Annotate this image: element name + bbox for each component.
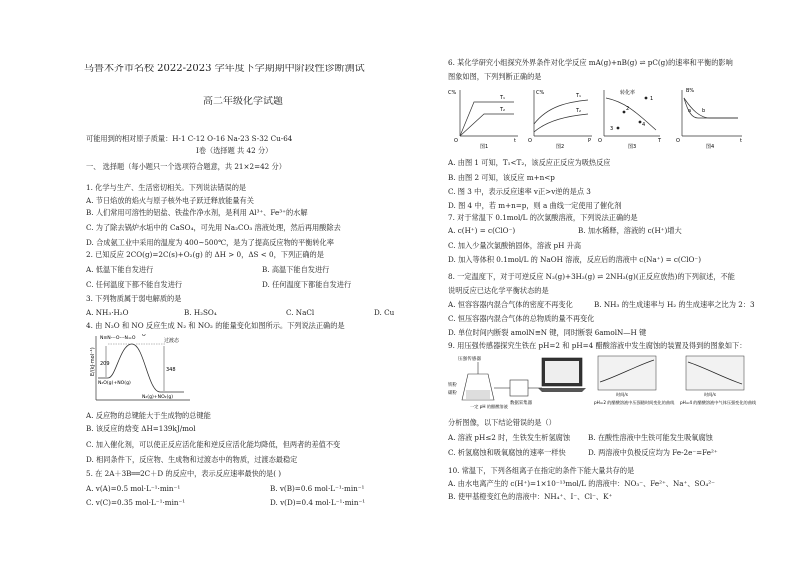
graph4-b-label: b (702, 108, 706, 114)
products-label: N₂(g)+NO₂(g) (142, 395, 174, 400)
question-6: 6. 某化学研究小组探究外界条件对化学反应 mA(g)+nB(g) ⇌ pC(g)的速率和平衡的影响 (448, 58, 733, 67)
exam-subtitle: 高二年级化学试题 (203, 96, 283, 107)
q3-option-b: B. H₂SO₄ (184, 308, 217, 317)
question-9: 9. 用压强传感器探究生铁在 pH=2 和 pH=4 醋酸溶液中发生腐蚀的装置及得到的图象如下： (448, 341, 747, 350)
ph4-graph (680, 356, 757, 406)
q9-option-c: C. 析氢腐蚀和吸氧腐蚀的速率一样快 (448, 448, 566, 457)
graph1-caption: 图1 (480, 144, 489, 150)
graph3-point1: 1 (650, 96, 654, 102)
question-6-cont: 图象如图，下列判断正确的是 (448, 72, 542, 81)
ph4-caption: pH=4 的醋酸溶液中气体压强变化的曲线 (680, 400, 757, 405)
q1-option-b: B. 人们常用可溶性的铝盐、铁盐作净水剂，是利用 Al³⁺、Fe³⁺的水解 (86, 208, 308, 217)
graph3-point2: 2 (626, 106, 630, 112)
graph1-x-label: t (514, 138, 516, 144)
graph4-y-label: B% (686, 88, 695, 94)
q3-option-c: C. NaCl (286, 308, 315, 317)
question-9-prompt: 分析图像，以下结论错误的是（） (448, 418, 556, 427)
q3-option-a: A. NH₃·H₂O (86, 308, 129, 317)
q1-option-d: D. 合成氨工业中采用的温度为 400~500℃，是为了提高反应物的平衡转化率 (86, 238, 334, 247)
question-2: 2. 已知反应 2CO(g)=2C(s)+O₂(g) 的 ΔH > 0，ΔS < 0，下列正确的是 (86, 250, 324, 259)
question-1: 1. 化学与生产、生活密切相关。下列说法错误的是 (86, 183, 247, 192)
energy-348-label: 348 (166, 367, 176, 373)
graph2-caption: 图2 (556, 144, 565, 150)
q8-option-c: C. 恒压容器内混合气体的总物质的量不再变化 (448, 314, 595, 323)
atomic-masses: 可能用到的相对原子质量：H-1 C-12 O-16 Na-23 S-32 Cu-64 (86, 134, 293, 143)
graph4-caption: 图4 (706, 144, 715, 150)
graph-2 (528, 90, 592, 150)
q9-option-d: D. 两溶液中负极反应均为 Fe-2e⁻=Fe²⁺ (588, 448, 718, 457)
q5-option-a: A. v(A)=0.5 mol·L⁻¹·min⁻¹ (86, 484, 181, 493)
graph3-title: 转化率 (620, 90, 636, 96)
ph2-caption: pH=2 的醋酸溶液中压强随时间变化的曲线 (594, 400, 675, 405)
carbon-powder-label: 碳粉 (448, 391, 457, 396)
ph2-time-label: 时间/s (616, 392, 628, 397)
reactants-label: N₂O(g)+NO(g) (98, 381, 131, 386)
graph-4 (676, 88, 742, 150)
q4-option-a: A. 反应物的总键能大于生成物的总键能 (86, 411, 211, 420)
graph3-point4: 4 (642, 122, 646, 128)
graph4-origin: O (676, 138, 680, 144)
graph2-t2-label: T₂ (576, 108, 582, 114)
q9-option-a: A. 溶液 pH≤2 时，生铁发生析氢腐蚀 (448, 433, 571, 442)
graph3-origin: O (598, 138, 602, 144)
exam-title: 乌鲁木齐市名校 2022-2023 学年度下学期期中阶段性诊断测试 (84, 64, 365, 73)
transition-state-label: 过渡态 (164, 338, 180, 344)
q4-option-c: C. 加入催化剂，可以使正反应活化能和逆反应活化能均降低，但两者的差值不变 (86, 440, 341, 449)
pressure-sensor-label: 压强传感器 (458, 357, 481, 362)
graph3-point3: 3 (610, 126, 614, 132)
right-column (448, 0, 770, 561)
q2-option-c: C. 任何温度下都不能自发进行 (86, 280, 183, 289)
section-one-heading: 一、 选择题（每小题只一个选项符合题意，共 21×2=42 分） (86, 162, 286, 171)
q8-option-a: A. 恒容容器内混合气体的密度不再变化 (448, 300, 573, 309)
data-collector-label: 数据采集器 (510, 401, 532, 406)
q7-option-b: B. 加水稀释，溶液的 c(H⁺)增大 (578, 226, 682, 235)
graph2-t1-label: T₁ (576, 93, 582, 99)
question-4: 4. 由 N₂O 和 NO 反应生成 N₂ 和 NO₂ 的能量变化如图所示。下列说法正确的是 (86, 321, 345, 330)
q1-option-c: C. 为了除去锅炉水垢中的 CaSO₄，可先用 Na₂CO₃ 溶液处理，然后再用酸除去 (86, 223, 341, 232)
question-7: 7. 对于常温下 0.1mol/L 的次氯酸溶液，下列说法正确的是 (448, 213, 638, 222)
energy-profile-figure (86, 334, 196, 406)
ph2-graph (594, 356, 675, 406)
q8-option-b: B. NH₃ 的生成速率与 H₂ 的生成速率之比为 2：3 (594, 300, 755, 309)
q4-option-b: B. 该反应的焓变 ΔH=139kJ/mol (86, 424, 196, 433)
q3-option-d: D. Cu (374, 308, 395, 317)
energy-209-label: 209 (100, 361, 110, 367)
question-5: 5. 在 2A＋3B══2C＋D 的反应中，表示反应速率最快的是( ) (86, 469, 282, 478)
q6-option-b: B. 由图 2 可知，该反应 m+n<p (448, 173, 555, 182)
question-8: 8. 一定温度下，对于可逆反应 N₂(g)+3H₂(g) ⇌ 2NH₃(g)(正反应放热)的下列叙述，不能 (448, 272, 735, 281)
left-column (86, 0, 398, 561)
q6-graphs (448, 84, 770, 152)
graph1-y-label: C% (448, 90, 457, 96)
q6-option-d: D. 图 4 中，若 m+n=p，则 a 曲线一定使用了催化剂 (448, 201, 622, 210)
question-10: 10. 常温下，下列各组离子在指定的条件下能大量共存的是 (448, 466, 635, 475)
question-8-cont: 说明反应已达化学平衡状态的是 (448, 286, 549, 295)
q2-option-b: B. 高温下能自发进行 (262, 265, 330, 274)
q2-option-d: D. 任何温度下都能自发进行 (262, 280, 352, 289)
q10-option-b: B. 使甲基橙变红色的溶液中：NH₄⁺、I⁻、Cl⁻、K⁺ (448, 492, 613, 501)
q7-option-a: A. c(H⁺) = c(ClO⁻) (448, 226, 516, 235)
q6-option-c: C. 图 3 中，表示反应速率 v正>v逆的是点 3 (448, 187, 591, 196)
energy-axis-label: E/(kJ·mol⁻¹) (90, 347, 96, 376)
transition-o-label: O (142, 334, 146, 338)
iron-powder-label: 铁粉 (448, 383, 457, 388)
q9-option-b: B. 在酸性溶液中生铁可能发生吸氧腐蚀 (588, 433, 713, 442)
graph3-caption: 图3 (628, 144, 637, 150)
graph4-a-label: a (688, 108, 692, 114)
q8-option-d: D. 单位时间内断裂 amolN≡N 键，同时断裂 6amolN—H 键 (448, 328, 647, 337)
question-3: 3. 下列物质属于弱电解质的是 (86, 294, 182, 303)
graph2-y-label: C% (536, 90, 545, 96)
q7-option-c: C. 加入少量次氯酸钠固体，溶液 pH 升高 (448, 241, 582, 250)
q10-option-a: A. 由水电离产生的 c(H⁺)=1×10⁻¹³mol/L 的溶液中：NO₃⁻、Fe²⁺、Na⁺、SO₄²⁻ (448, 479, 715, 488)
q2-option-a: A. 低温下能自发进行 (86, 265, 154, 274)
transition-structure-label: N≡N---O---N=O (100, 336, 136, 341)
ph4-time-label: 时间/s (704, 392, 716, 397)
q5-option-d: D. v(D)=0.4 mol·L⁻¹·min⁻¹ (270, 498, 366, 507)
volume-label: Ⅰ卷（选择题 共 42 分） (196, 146, 273, 155)
graph1-t1-label: T₁ (500, 95, 506, 101)
q4-option-d: D. 相同条件下，反应物、生成物和过渡态中的物质，过渡态最稳定 (86, 455, 298, 464)
q5-option-c: C. v(C)=0.35 mol·L⁻¹·min⁻¹ (86, 498, 186, 507)
graph1-origin: O (454, 138, 458, 144)
graph2-origin: O (528, 138, 532, 144)
graph3-x-label: T (658, 138, 662, 144)
graph4-x-label: t (740, 138, 742, 144)
graph1-t2-label: T₂ (500, 107, 506, 113)
q6-option-a: A. 由图 1 可知，T₁<T₂，该反应正反应为吸热反应 (448, 158, 611, 167)
graph-3 (598, 89, 662, 150)
q5-option-b: B. v(B)=0.6 mol·L⁻¹·min⁻¹ (270, 484, 365, 493)
ph-solution-label: 一定 pH 的醋酸溶液 (470, 404, 508, 409)
q1-option-a: A. 节日焰放的焰火与原子核外电子跃迁释放能量有关 (86, 196, 254, 205)
corrosion-apparatus-figure (448, 352, 770, 414)
graph2-x-label: P (588, 138, 592, 144)
q7-option-d: D. 加入等体积 0.1mol/L 的 NaOH 溶液，反应后的溶液中 c(Na⁺) = c(ClO⁻) (448, 255, 702, 264)
graph-1 (448, 90, 518, 150)
